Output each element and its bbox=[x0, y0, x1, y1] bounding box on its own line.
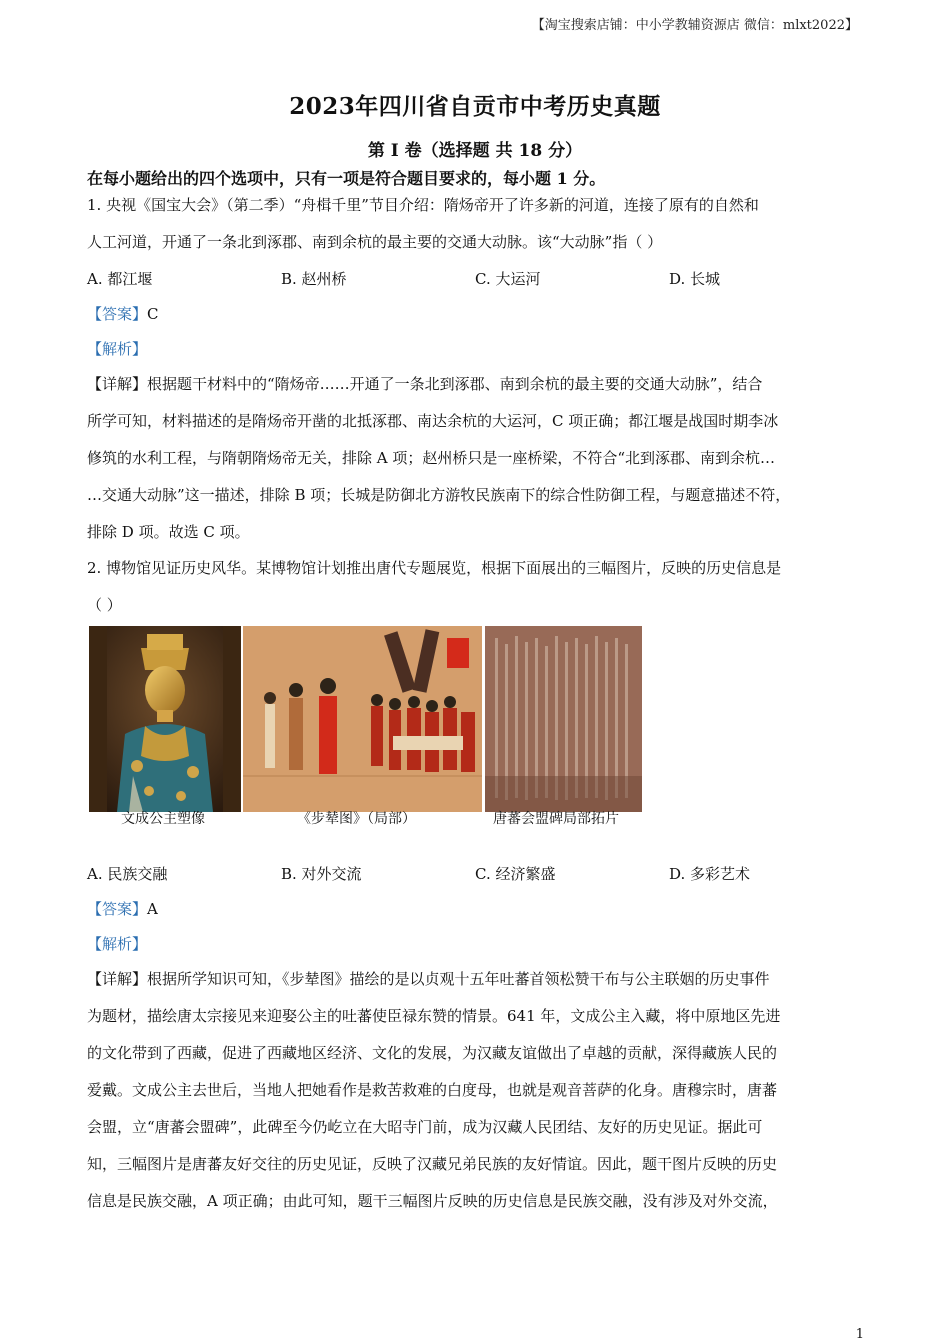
q2-option-b: B. 对外交流 bbox=[281, 865, 362, 883]
q2-detail-line: 知，三幅图片是唐蕃友好交往的历史见证，反映了汉藏兄弟民族的友好情谊。因此，题干图片反映的历史 bbox=[87, 1155, 778, 1173]
q2-option-d: D. 多彩艺术 bbox=[669, 865, 751, 883]
q2-detail-line: 信息是民族交融，A 项正确；由此可知，题干三幅图片反映的历史信息是民族交融，没有涉及对外交流， bbox=[87, 1192, 778, 1210]
bunian-painting-photo bbox=[243, 626, 482, 812]
q2-detail-line: 的文化带到了西藏，促进了西藏地区经济、文化的发展，为汉藏友谊做出了卓越的贡献，深得藏族人民的 bbox=[87, 1044, 778, 1062]
q1-stem-line: 人工河道，开通了一条北到涿郡、南到余杭的最主要的交通大动脉。该“大动脉”指（ ） bbox=[87, 233, 663, 251]
header-note: 【淘宝搜索店铺：中小学教辅资源店 微信：mlxt2022】 bbox=[531, 18, 858, 33]
q1-analysis-tag: 【解析】 bbox=[87, 340, 148, 358]
answer-tag: 【答案】 bbox=[87, 305, 148, 323]
caption-stele: 唐蕃会盟碑局部拓片 bbox=[493, 811, 619, 827]
answer-tag: 【答案】 bbox=[87, 900, 148, 918]
princess-statue-photo bbox=[89, 626, 241, 812]
page-title: 2023年四川省自贡市中考历史真题 bbox=[289, 93, 661, 120]
q2-stem-line: 2. 博物馆见证历史风华。某博物馆计划推出唐代专题展览，根据下面展出的三幅图片，反映的历史信息是 bbox=[87, 559, 782, 577]
q2-detail-line: 会盟，立“唐蕃会盟碑”，此碑至今仍屹立在大昭寺门前，成为汉藏人民团结、友好的历史见证。据此可 bbox=[87, 1118, 763, 1136]
q1-option-b: B. 赵州桥 bbox=[281, 270, 347, 288]
q1-answer bbox=[87, 303, 159, 324]
q2-detail-line: 为题材，描绘唐太宗接见来迎娶公主的吐蕃使臣禄东赞的情景。641 年，文成公主入藏，将中原地区先进 bbox=[87, 1007, 781, 1025]
q2-photo-strip bbox=[89, 626, 642, 812]
section-heading: 第 I 卷（选择题 共 18 分） bbox=[367, 141, 583, 161]
q1-option-c: C. 大运河 bbox=[475, 270, 541, 288]
detail-text: 根据题干材料中的“隋炀帝……开通了一条北到涿郡、南到余杭的最主要的交通大动脉”，结合 bbox=[147, 375, 763, 393]
page-number: 1 bbox=[855, 1327, 864, 1342]
stele-rubbing-photo bbox=[485, 626, 642, 812]
q2-option-c: C. 经济繁盛 bbox=[475, 865, 556, 883]
caption-statue: 文成公主塑像 bbox=[121, 811, 205, 827]
detail-text: 根据所学知识可知，《步辇图》描绘的是以贞观十五年吐蕃首领松赞干布与公主联姻的历史事件 bbox=[147, 970, 770, 988]
answer-value: A bbox=[147, 900, 158, 918]
q1-detail-line: 修筑的水利工程，与隋朝隋炀帝无关，排除 A 项；赵州桥只是一座桥梁，不符合“北到涿郡、南到余杭… bbox=[87, 449, 776, 467]
q1-option-d: D. 长城 bbox=[669, 270, 721, 288]
q2-detail-line: 爱戴。文成公主去世后，当地人把她看作是救苦救难的白度母，也就是观音菩萨的化身。唐穆宗时，唐蕃 bbox=[87, 1081, 778, 1099]
caption-painting: 《步辇图》（局部） bbox=[297, 811, 416, 827]
q2-detail-line bbox=[87, 968, 770, 989]
q1-detail-line: …交通大动脉”这一描述，排除 B 项；长城是防御北方游牧民族南下的综合性防御工程，与题意描述不符， bbox=[87, 486, 791, 504]
instruction: 在每小题给出的四个选项中，只有一项是符合题目要求的，每小题 1 分。 bbox=[87, 169, 606, 188]
q1-option-a: A. 都江堰 bbox=[87, 270, 153, 288]
q1-detail-line: 排除 D 项。故选 C 项。 bbox=[87, 523, 250, 541]
q2-option-a: A. 民族交融 bbox=[87, 865, 168, 883]
q1-detail-line bbox=[87, 373, 762, 394]
answer-value: C bbox=[147, 305, 159, 323]
q2-analysis-tag: 【解析】 bbox=[87, 935, 148, 953]
detail-tag: 【详解】 bbox=[87, 375, 148, 393]
detail-tag: 【详解】 bbox=[87, 970, 148, 988]
q2-answer bbox=[87, 898, 158, 919]
q1-stem-line: 1. 央视《国宝大会》（第二季）“舟楫千里”节目介绍：隋炀帝开了许多新的河道，连接了原有的自然和 bbox=[87, 196, 759, 214]
q2-stem-line: （ ） bbox=[87, 596, 122, 614]
q1-detail-line: 所学可知，材料描述的是隋炀帝开凿的北抵涿郡、南达余杭的大运河，C 项正确；都江堰是战国时期李冰 bbox=[87, 412, 779, 430]
